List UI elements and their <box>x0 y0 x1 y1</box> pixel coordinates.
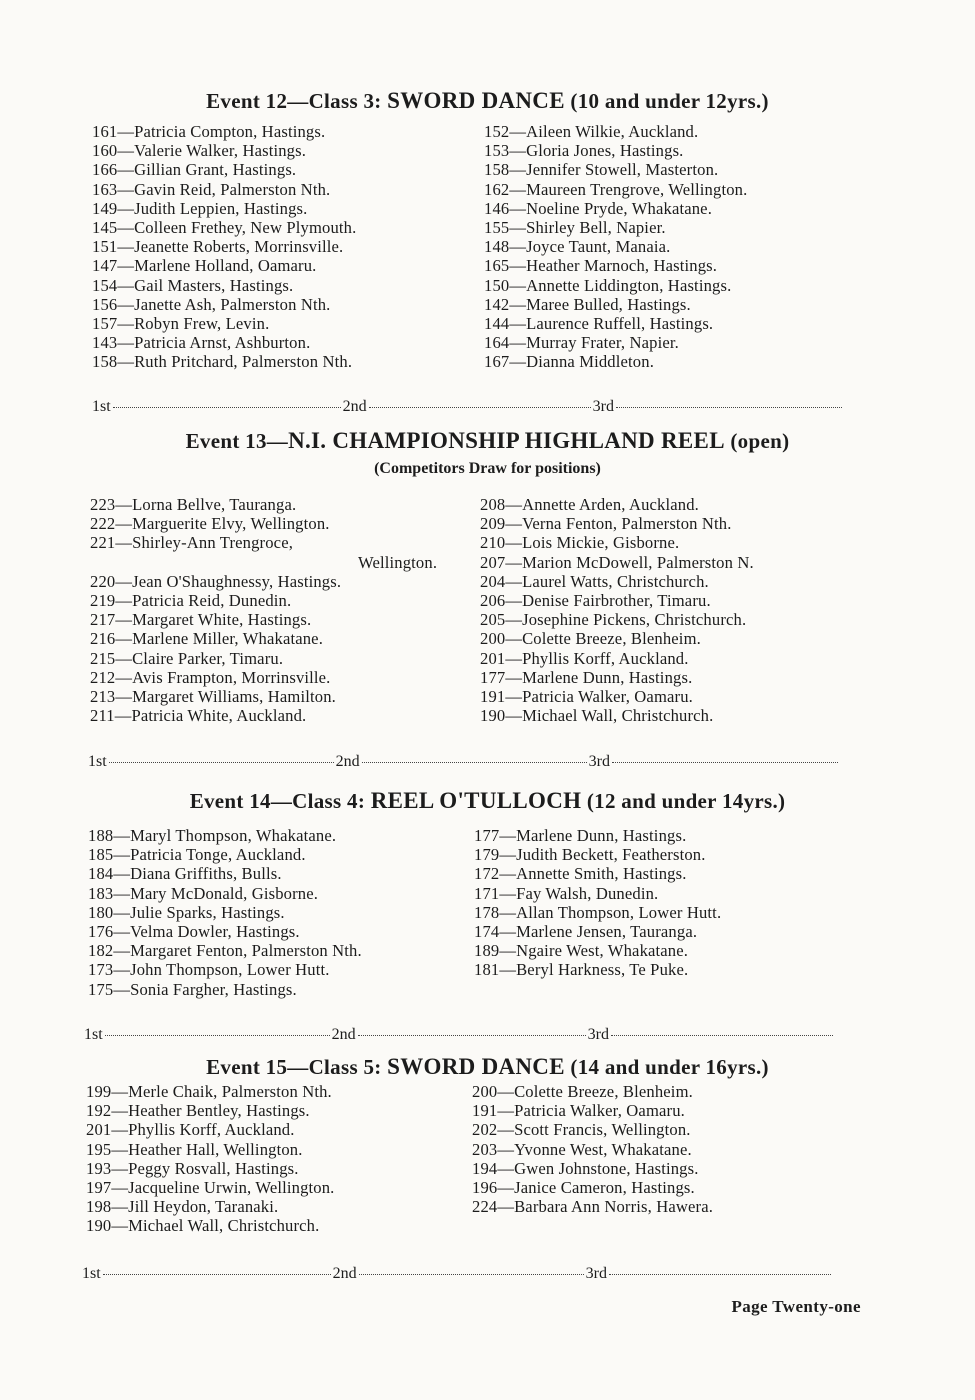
competitor-entry: 198—Jill Heydon, Taranaki. <box>86 1197 279 1217</box>
event-13-title-name: N.I. CHAMPIONSHIP HIGHLAND REEL <box>288 428 725 453</box>
competitor-entry: 201—Phyllis Korff, Auckland. <box>86 1120 295 1140</box>
event-14-right-column <box>474 826 721 980</box>
competitor-entry: 209—Verna Fenton, Palmerston Nth. <box>480 514 732 534</box>
placing-third-label: 3rd <box>585 1265 607 1282</box>
event-13-title <box>0 428 975 454</box>
competitor-entry: 188—Maryl Thompson, Whakatane. <box>88 826 337 845</box>
competitor-entry: 200—Colette Breeze, Blenheim. <box>480 629 701 649</box>
competitor-entry: 190—Michael Wall, Christchurch. <box>480 706 714 726</box>
competitor-entry: 147—Marlene Holland, Oamaru. <box>92 256 317 276</box>
event-13-title-prefix: Event 13— <box>185 429 289 453</box>
competitor-entry: 212—Avis Frampton, Morrinsville. <box>90 667 331 687</box>
competitor-entry: 162—Maureen Trengrove, Wellington. <box>484 179 748 199</box>
placing-first-label: 1st <box>84 1026 103 1043</box>
competitor-entry: 151—Jeanette Roberts, Morrinsville. <box>92 237 344 257</box>
competitor-entry: 155—Shirley Bell, Napier. <box>484 218 666 238</box>
competitor-entry: 219—Patricia Reid, Dunedin. <box>90 591 292 611</box>
event-14-title-prefix: Event 14—Class 4: <box>189 789 371 813</box>
competitor-entry: 181—Beryl Harkness, Te Puke. <box>474 960 689 980</box>
placing-second-line <box>369 406 591 408</box>
competitor-entry: 223—Lorna Bellve, Tauranga. <box>90 495 297 514</box>
competitor-entry: 178—Allan Thompson, Lower Hutt. <box>474 902 722 922</box>
competitor-entry: 189—Ngaire West, Whakatane. <box>474 941 689 961</box>
competitor-entry: 161—Patricia Compton, Hastings. <box>92 122 326 141</box>
competitor-entry: 222—Marguerite Elvy, Wellington. <box>90 514 330 534</box>
placing-first-label: 1st <box>88 753 107 770</box>
event-12-title-suffix: (10 and under 12yrs.) <box>564 89 769 113</box>
placing-third-line <box>616 406 842 408</box>
placing-third-line <box>611 1034 833 1036</box>
event-15-left-column <box>86 1082 334 1236</box>
event-12-placings <box>92 398 882 416</box>
competitor-entry: 158—Jennifer Stowell, Masterton. <box>484 160 719 180</box>
competitor-entry: 173—John Thompson, Lower Hutt. <box>88 960 330 980</box>
placing-third-label: 3rd <box>592 398 614 415</box>
event-12-title-prefix: Event 12—Class 3: <box>206 89 388 113</box>
event-13-title-suffix: (open) <box>724 429 790 453</box>
placing-second-line <box>359 1273 584 1275</box>
event-13-placings <box>88 753 878 771</box>
competitor-entry: 194—Gwen Johnstone, Hastings. <box>472 1158 699 1178</box>
competitor-entry: 153—Gloria Jones, Hastings. <box>484 141 684 161</box>
placing-second-line <box>358 1034 586 1036</box>
competitor-entry: 217—Margaret White, Hastings. <box>90 610 312 630</box>
event-12 <box>0 88 975 114</box>
competitor-entry: Wellington. <box>358 552 438 572</box>
competitor-entry: 197—Jacqueline Urwin, Wellington. <box>86 1178 335 1198</box>
competitor-entry: 191—Patricia Walker, Oamaru. <box>472 1101 685 1121</box>
event-15-title <box>0 1054 975 1080</box>
competitor-entry: 163—Gavin Reid, Palmerston Nth. <box>92 179 331 199</box>
competitor-entry: 205—Josephine Pickens, Christchurch. <box>480 610 747 630</box>
competitor-entry: 179—Judith Beckett, Featherston. <box>474 845 706 865</box>
competitor-entry: 172—Annette Smith, Hastings. <box>474 864 687 884</box>
competitor-entry: 165—Heather Marnoch, Hastings. <box>484 256 718 276</box>
competitor-entry: 152—Aileen Wilkie, Auckland. <box>484 122 699 141</box>
event-15 <box>0 1054 975 1080</box>
placing-third-line <box>612 761 838 763</box>
placing-third-line <box>609 1273 831 1275</box>
competitor-entry: 154—Gail Masters, Hastings. <box>92 275 294 295</box>
event-13-right-column <box>480 495 754 725</box>
competitor-entry: 193—Peggy Rosvall, Hastings. <box>86 1158 299 1178</box>
competitor-entry: 177—Marlene Dunn, Hastings. <box>474 826 687 845</box>
competitor-entry: 158—Ruth Pritchard, Palmerston Nth. <box>92 352 353 372</box>
competitor-entry: 143—Patricia Arnst, Ashburton. <box>92 333 311 353</box>
competitor-entry: 224—Barbara Ann Norris, Hawera. <box>472 1197 714 1217</box>
competitor-entry: 192—Heather Bentley, Hastings. <box>86 1101 310 1121</box>
competitor-entry: 156—Janette Ash, Palmerston Nth. <box>92 294 331 314</box>
placing-first-line <box>109 761 334 763</box>
placing-first-line <box>105 1034 330 1036</box>
competitor-entry: 215—Claire Parker, Timaru. <box>90 648 284 668</box>
event-15-title-prefix: Event 15—Class 5: <box>206 1055 388 1079</box>
placing-second-label: 2nd <box>342 398 367 415</box>
competitor-entry: 196—Janice Cameron, Hastings. <box>472 1178 695 1198</box>
competitor-entry: 142—Maree Bulled, Hastings. <box>484 294 691 314</box>
competitor-entry: 177—Marlene Dunn, Hastings. <box>480 667 693 687</box>
competitor-entry: 199—Merle Chaik, Palmerston Nth. <box>86 1082 332 1101</box>
competitor-entry: 166—Gillian Grant, Hastings. <box>92 160 297 180</box>
competitor-entry: 200—Colette Breeze, Blenheim. <box>472 1082 693 1101</box>
competitor-entry: 157—Robyn Frew, Levin. <box>92 314 270 334</box>
competitor-entry: 190—Michael Wall, Christchurch. <box>86 1216 320 1236</box>
placing-third-label: 3rd <box>587 1026 609 1043</box>
event-12-title <box>0 88 975 114</box>
placing-first-line <box>113 406 341 408</box>
event-12-left-column <box>92 122 356 372</box>
event-14-title-suffix: (12 and under 14yrs.) <box>581 789 786 813</box>
competitor-entry: 201—Phyllis Korff, Auckland. <box>480 648 689 668</box>
competitor-entry: 182—Margaret Fenton, Palmerston Nth. <box>88 941 362 961</box>
competitor-entry: 191—Patricia Walker, Oamaru. <box>480 687 693 707</box>
event-14-left-column <box>88 826 362 999</box>
placing-second-label: 2nd <box>335 753 360 770</box>
competitor-entry: 213—Margaret Williams, Hamilton. <box>90 687 336 707</box>
competitor-entry: 148—Joyce Taunt, Manaia. <box>484 237 671 257</box>
placing-first-label: 1st <box>92 398 111 415</box>
competitor-entry: 216—Marlene Miller, Whakatane. <box>90 629 323 649</box>
competitor-entry: 208—Annette Arden, Auckland. <box>480 495 699 514</box>
event-15-placings <box>82 1265 872 1283</box>
competitor-entry: 176—Velma Dowler, Hastings. <box>88 922 300 942</box>
competitor-entry: 204—Laurel Watts, Christchurch. <box>480 571 709 591</box>
competitor-entry: 150—Annette Liddington, Hastings. <box>484 275 732 295</box>
competitor-entry: 207—Marion McDowell, Palmerston N. <box>480 552 754 572</box>
event-15-right-column <box>472 1082 713 1216</box>
placing-second-label: 2nd <box>331 1026 356 1043</box>
competitor-entry: 144—Laurence Ruffell, Hastings. <box>484 314 714 334</box>
placing-second-line <box>362 761 587 763</box>
event-14-title-name: REEL O'TULLOCH <box>370 788 582 813</box>
competitor-entry: 149—Judith Leppien, Hastings. <box>92 198 308 218</box>
event-12-right-column <box>484 122 747 372</box>
event-13-subtitle: (Competitors Draw for positions) <box>374 460 601 477</box>
competitor-entry: 195—Heather Hall, Wellington. <box>86 1139 303 1159</box>
page-number: Page Twenty-one <box>731 1297 861 1316</box>
competitor-entry: 206—Denise Fairbrother, Timaru. <box>480 591 711 611</box>
competitor-entry: 145—Colleen Frethey, New Plymouth. <box>92 218 357 238</box>
competitor-entry: 171—Fay Walsh, Dunedin. <box>474 883 659 903</box>
placing-second-label: 2nd <box>332 1265 357 1282</box>
event-14 <box>0 788 975 814</box>
placing-third-label: 3rd <box>588 753 610 770</box>
event-15-title-name: SWORD DANCE <box>387 1054 565 1079</box>
competitor-entry: 184—Diana Griffiths, Bulls. <box>88 864 282 884</box>
competitor-entry: 160—Valerie Walker, Hastings. <box>92 141 307 161</box>
competitor-entry: 180—Julie Sparks, Hastings. <box>88 902 285 922</box>
event-13-left-column <box>90 495 437 725</box>
competitor-entry: 146—Noeline Pryde, Whakatane. <box>484 198 712 218</box>
placing-first-label: 1st <box>82 1265 101 1282</box>
competitor-entry: 210—Lois Mickie, Gisborne. <box>480 533 680 553</box>
event-12-title-name: SWORD DANCE <box>387 88 565 113</box>
competitor-entry: 183—Mary McDonald, Gisborne. <box>88 883 319 903</box>
competitor-entry: 203—Yvonne West, Whakatane. <box>472 1139 692 1159</box>
competitor-entry: 220—Jean O'Shaughnessy, Hastings. <box>90 571 342 591</box>
event-14-title <box>0 788 975 814</box>
competitor-entry: 164—Murray Frater, Napier. <box>484 333 679 353</box>
event-14-placings <box>84 1026 874 1044</box>
event-13 <box>0 428 975 478</box>
competitor-entry: 211—Patricia White, Auckland. <box>90 706 307 726</box>
competitor-entry: 202—Scott Francis, Wellington. <box>472 1120 691 1140</box>
competitor-entry: 175—Sonia Fargher, Hastings. <box>88 979 297 999</box>
competitor-entry: 167—Dianna Middleton. <box>484 352 654 372</box>
competitor-entry: 174—Marlene Jensen, Tauranga. <box>474 922 698 942</box>
competitor-entry: 185—Patricia Tonge, Auckland. <box>88 845 306 865</box>
placing-first-line <box>103 1273 331 1275</box>
event-15-title-suffix: (14 and under 16yrs.) <box>564 1055 769 1079</box>
competitor-entry: 221—Shirley-Ann Trengroce, <box>90 533 294 553</box>
